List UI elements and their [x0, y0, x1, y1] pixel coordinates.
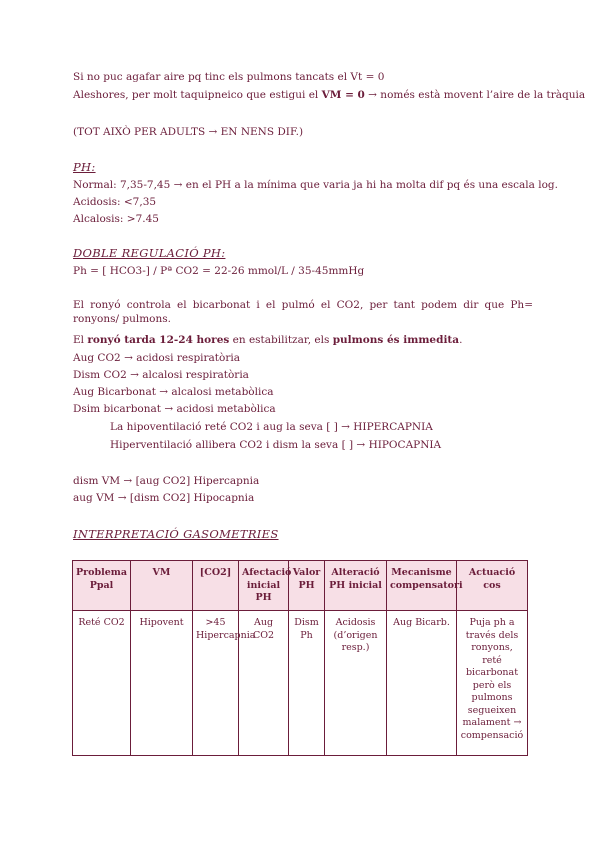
adults-note: (TOT AIXÒ PER ADULTS → EN NENS DIF.) [73, 126, 304, 138]
table-header-row [73, 561, 528, 611]
vm-line: aug VM → [dism CO2] Hipocapnia [73, 492, 255, 504]
timing-text-e: . [459, 334, 463, 346]
table-cell: Puja ph a través dels ronyons, reté bicarbonat però els pulmons segueixen malament → compensació [457, 611, 528, 756]
table-header-cell: Actuació cos [457, 561, 528, 611]
ph-normal: Normal: 7,35-7,45 → en el PH a la mínima que varia ja hi ha molta dif pq és una escala log. [73, 179, 558, 191]
timing-bold-lungs: pulmons és immedita [332, 334, 460, 346]
regulacio-timing [73, 333, 462, 347]
table-cell: Hipovent [131, 611, 193, 756]
regulacio-item: Aug CO2 → acidosi respiratòria [73, 352, 240, 364]
table-header-cell: Valor PH [289, 561, 325, 611]
regulacio-formula: Ph = [ HCO3-] / Pª CO2 = 22-26 mmol/L / 35-45mmHg [73, 265, 365, 277]
gasometries-table [72, 560, 528, 756]
regulacio-item: Dsim bicarbonat → acidosi metabòlica [73, 403, 276, 415]
regulacio-heading: DOBLE REGULACIÓ PH: [73, 246, 226, 260]
intro-line-2-text: Aleshores, per molt taquipneico que estigui el [73, 89, 322, 101]
table-cell: Aug Bicarb. [387, 611, 457, 756]
gasometries-heading: INTERPRETACIÓ GASOMETRIES [73, 527, 279, 541]
table-cell: >45 Hipercapnia [193, 611, 239, 756]
table-cell: Acidosis (d’origen resp.) [325, 611, 387, 756]
table-cell: Aug CO2 [239, 611, 289, 756]
regulacio-paragraph: El ronyó controla el bicarbonat i el pulmó el CO2, per tant podem dir que Ph= ronyons/ pulmons. [73, 299, 533, 325]
intro-line-2 [73, 88, 585, 102]
table-header-cell: Problema Ppal [73, 561, 131, 611]
regulacio-item: Dism CO2 → alcalosi respiratòria [73, 369, 249, 381]
table-header-cell: Alteració PH inicial [325, 561, 387, 611]
table-header-cell: [CO2] [193, 561, 239, 611]
intro-line-2-bold: VM = 0 [321, 89, 365, 101]
timing-text-c: en estabilitzar, els [229, 334, 333, 346]
table-header-cell: Mecanisme compensatori [387, 561, 457, 611]
ph-heading: PH: [73, 160, 96, 174]
ph-acidosis: Acidosis: <7,35 [73, 196, 157, 208]
timing-text-a: El [73, 334, 88, 346]
regulacio-subitem: La hipoventilació reté CO2 i aug la seva [ ] → HIPERCAPNIA [110, 421, 433, 433]
table-header-cell: VM [131, 561, 193, 611]
regulacio-subitem: Hiperventilació allibera CO2 i dism la seva [ ] → HIPOCAPNIA [110, 439, 442, 451]
ph-alcalosis: Alcalosis: >7.45 [73, 213, 159, 225]
table-header-cell: Afectació inicial PH [239, 561, 289, 611]
table-cell: Reté CO2 [73, 611, 131, 756]
vm-line: dism VM → [aug CO2] Hipercapnia [73, 475, 260, 487]
intro-line-2-tail: → només està movent l’aire de la tràquia [364, 89, 586, 101]
table-row [73, 611, 528, 756]
timing-bold-kidney: ronyó tarda 12-24 hores [87, 334, 230, 346]
regulacio-item: Aug Bicarbonat → alcalosi metabòlica [73, 386, 274, 398]
table-cell: Dism Ph [289, 611, 325, 756]
intro-line-1: Si no puc agafar aire pq tinc els pulmons tancats el Vt = 0 [73, 71, 385, 83]
